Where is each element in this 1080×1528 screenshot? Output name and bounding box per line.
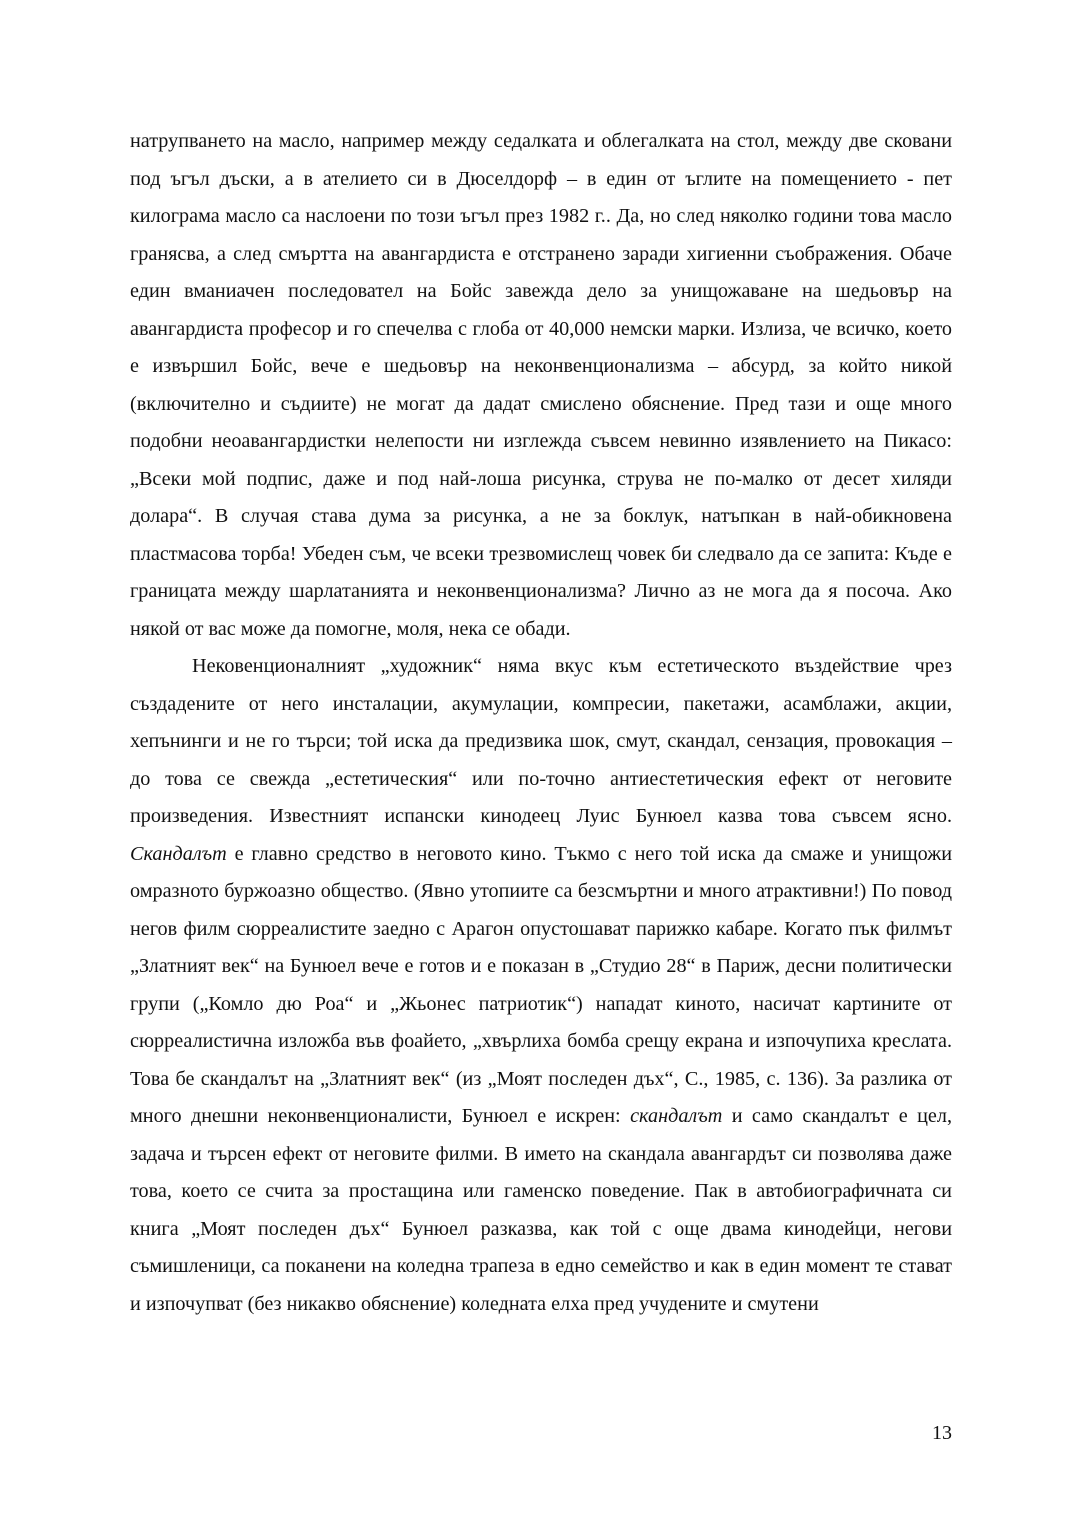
page-number: 13 [932,1422,952,1444]
italic-term-1: Скандалът [130,842,227,865]
paragraph-2-part-1: Нековенционалният „художник“ няма вкус към естетическото въздействие чрез създадените от него инсталации, акумулации, компресии, пакетажи, асамблажи, акции, хепънинги и не го търси; той иска да предизвика шок, смут, скандал, сензация, провокация – до това се свежда „естетическия“ или по-точно антиестетическия ефект от неговите произведения. Известният испански кинодеец Луис Бунюел казва това съвсем ясно. [130,655,952,827]
paragraph-2 [130,648,952,1323]
paragraph-2-part-2: е главно средство в неговото кино. Тъкмо с него той иска да смаже и унищожи омразното буржоазно общество. (Явно утопиите са безсмъртни и много атрактивни!) По повод негов филм сюрреалистите заедно с Арагон опустошават парижко кабаре. Когато пък филмът „Златният век“ на Бунюел вече е готов и е показан в „Студио 28“ в Париж, десни политически групи („Комло дю Роа“ и „Жьонес патриотик“) нападат киното, насичат картините от сюрреалистична изложба във фоайето, „хвърлиха бомба срещу екрана и изпочупиха креслата. Това бе скандалът на „Златният век“ (из „Моят последен дъх“, С., 1985, с. 136). За разлика от много днешни неконвенционалисти, Бунюел е искрен: [130,842,953,1127]
paragraph-2-part-3: и само скандалът е цел, задача и търсен ефект от неговите филми. В името на скандала авангардът си позволява даже това, което се счита за простащина или гаменско поведение. Пак в автобиографичната си книга „Моят последен дъх“ Бунюел разказва, как той с още двама кинодейци, негови съмишленици, са поканени на коледна трапеза в едно семейство и как в един момент те стават и изпочупват (без никакво обяснение) коледната елха пред учудените и смутени [130,1105,953,1315]
italic-term-2: скандалът [630,1105,723,1127]
body-text [130,123,952,1323]
paragraph-1: натрупването на масло, например между седалката и облегалката на стол, между две сковани под ъгъл дъски, а в ателието си в Дюселдорф – в един от ъглите на помещението - пет килограма масло са наслоени по този ъгъл през 1982 г.. Да, но след няколко години това масло гранясва, а след смъртта на авангардиста е отстранено заради хигиенни съображения. Обаче един вманиачен последовател на Бойс завежда дело за унищожаване на шедьовър на авангардиста професор и го спечелва с глоба от 40,000 немски марки. Излиза, че всичко, което е извършил Бойс, вече е шедьовър на неконвенционализма – абсурд, за който никой (включително и съдиите) не могат да дадат смислено обяснение. Пред тази и още много подобни неоавангардистки нелепости ни изглежда съвсем невинно изявлението на Пикасо: „Всеки мой подпис, даже и под най-лоша рисунка, струва не по-малко от десет хиляди долара“. В случая става дума за рисунка, а не за боклук, натъпкан в най-обикновена пластмасова торба! Убеден съм, че всеки трезвомислещ човек би следвало да се запита: Къде е границата между шарлатанията и неконвенционализма? Лично аз не мога да я посоча. Ако някой от вас може да помогне, моля, нека се обади. [130,130,952,640]
